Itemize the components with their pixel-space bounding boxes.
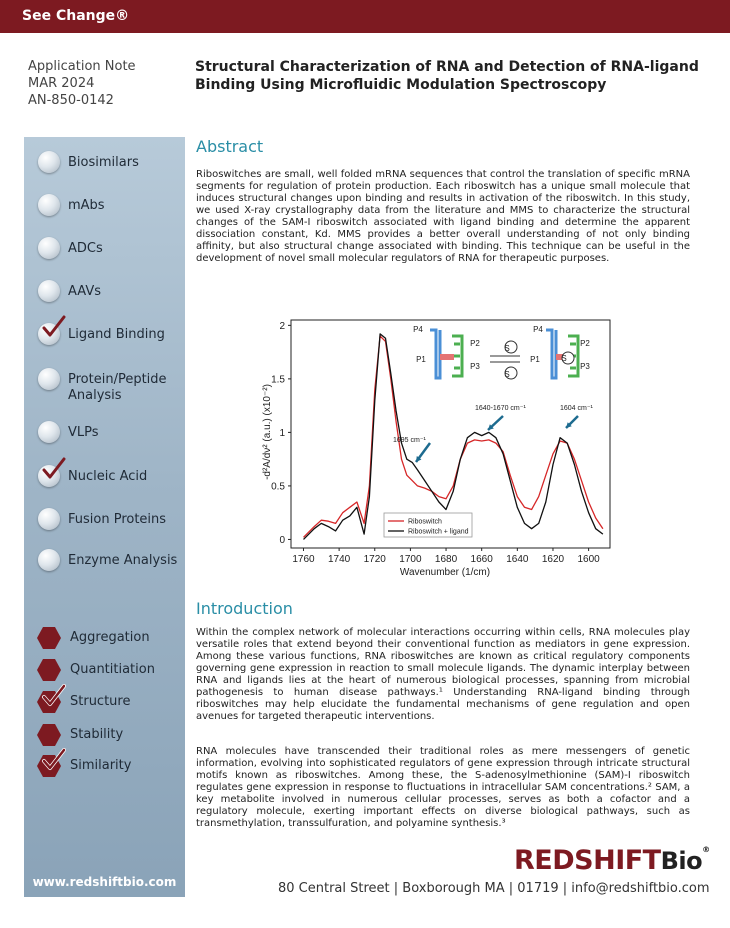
application-item: [38, 323, 188, 345]
abstract-text: Riboswitches are small, well folded mRNA sequences that control the translation of specific mRNA segments for regulation of protein production. Each riboswitch has a unique small molecule that induces structural changes upon binding and results in activation of the riboswitch. In this study, we used X-ray crystallography data from the literature and MMS to characterize the structural changes of the SAM-I riboswitch associated with ligand binding and determine the apparent dissociation constant, Kd. MMS provides a better overall understanding of not only binding affinity, but also structural change associated with binding. This technique can be useful in the development of novel small molecular regulators of RNA for therapeutic purposes.: [196, 169, 690, 264]
inset-label: S: [561, 354, 567, 363]
application-label: mAbs: [68, 198, 105, 213]
x-tick-label: 1680: [434, 554, 458, 565]
application-label: Nucleic Acid: [68, 469, 148, 484]
x-tick-label: 1660: [470, 554, 493, 565]
circle-icon: [38, 151, 60, 173]
x-tick-label: 1600: [577, 554, 600, 565]
y-tick-label: 0.5: [271, 481, 285, 493]
attribute-label: Similarity: [70, 758, 132, 773]
y-tick-label: 0: [279, 534, 285, 546]
application-label: Ligand Binding: [68, 327, 165, 342]
inset-label: P2: [580, 339, 590, 348]
introduction-paragraph-2: RNA molecules have transcended their traditional roles as mere messengers of genetic information, evolving into sophisticated regulators of gene expression through intricate structural motifs known as riboswitches. Among these, the S-adenosylmethionine (SAM)-I riboswitch regulates gene expression in response to fluctuations in intracellular SAM concentrations.² SAM, a key metabolite involved in numerous cellular processes, serves as both a cofactor and a regulatory molecule, exerting important effects on diverse biological pathways, such as transmethylation, transsulfuration, and polyamine synthesis.³: [196, 746, 690, 829]
attribute-item: [36, 754, 186, 778]
y-axis-label: -d²A/dν² (a.u.) (x10⁻²): [262, 384, 273, 480]
rna-junction-red: [440, 354, 454, 360]
logo-registered: ®: [702, 845, 710, 854]
application-item: [38, 508, 188, 530]
rna-stem-blue: [546, 330, 556, 378]
circle-icon: [38, 421, 60, 443]
annotation-label: 1640-1670 cm⁻¹: [475, 405, 526, 412]
application-label: VLPs: [68, 425, 99, 440]
circle-icon: [38, 549, 60, 571]
hexagon-icon: [36, 723, 62, 747]
attribute-label: Stability: [70, 727, 124, 742]
brand-tagline: See Change®: [22, 8, 130, 24]
inset-label: P3: [580, 362, 590, 371]
website-url[interactable]: www.redshiftbio.com: [32, 875, 177, 889]
chart-legend: [384, 513, 472, 537]
introduction-heading: Introduction: [196, 599, 293, 618]
x-axis-label: Wavenumber (1/cm): [399, 567, 491, 578]
legend-label: Riboswitch + ligand: [408, 528, 469, 536]
circle-icon: [38, 237, 60, 259]
inset-label: P2: [470, 339, 480, 348]
application-item: [38, 549, 188, 571]
application-label: Protein/Peptide Analysis: [68, 372, 167, 403]
circle-icon: [38, 508, 60, 530]
circle-icon: [38, 280, 60, 302]
application-item: [38, 421, 188, 443]
document-title: Structural Characterization of RNA and Detection of RNA-ligand Binding Using Microfluidic Modulation Spectroscopy: [195, 59, 699, 93]
checked-hexagon-icon: [36, 690, 62, 714]
circle-icon: [38, 368, 60, 390]
annotation-label: 1695 cm⁻¹: [393, 437, 426, 444]
y-tick-label: 1.5: [271, 374, 285, 386]
top-bar: [0, 0, 730, 33]
application-item: [38, 151, 188, 173]
application-label: ADCs: [68, 241, 103, 256]
application-item: [38, 237, 188, 259]
abstract-heading: Abstract: [196, 137, 264, 156]
checked-circle-icon: [38, 323, 60, 345]
attribute-label: Aggregation: [70, 630, 150, 645]
introduction-paragraph-1: Within the complex network of molecular interactions occurring within cells, RNA molecules play versatile roles that extend beyond their conventional function as mediators in gene expression. Among these various functions, RNA riboswitches are known as critical regulatory components governing gene expression in reaction to small molecule ligands. The dynamic interplay between RNA and ligands lies at the heart of numerous biological processes, spanning from microbial pathogenesis to human disease pathways.¹ Understanding RNA-ligand binding through riboswitches may help elucidate the fundamental mechanisms of gene regulation and open avenues for targeted therapeutic interventions.: [196, 627, 690, 722]
attribute-item: [36, 690, 186, 714]
application-item: [38, 465, 188, 487]
inset-label: P4: [413, 325, 423, 334]
inset-label: S: [504, 370, 510, 379]
logo-bio: Bio: [660, 847, 703, 875]
application-label: Biosimilars: [68, 155, 139, 170]
attribute-item: [36, 723, 186, 747]
application-label: Fusion Proteins: [68, 512, 167, 527]
chart-lines: [304, 334, 603, 540]
inset-label: P1: [530, 355, 540, 364]
attribute-label: Quantitiation: [70, 662, 155, 677]
application-label: Enzyme Analysis: [68, 553, 178, 568]
hexagon-icon: [36, 658, 62, 682]
chart-annotations: [393, 405, 594, 462]
y-tick-label: 2: [279, 320, 285, 332]
inset-label: P1: [416, 355, 426, 364]
inset-label: P3: [470, 362, 480, 371]
redshift-bio-logo: [514, 845, 710, 876]
attribute-label: Structure: [70, 694, 131, 709]
x-tick-label: 1700: [399, 554, 422, 565]
y-tick-label: 1: [279, 427, 285, 439]
checked-circle-icon: [38, 465, 60, 487]
doc-type: Application Note: [28, 59, 136, 74]
doc-date: MAR 2024: [28, 76, 95, 91]
x-tick-label: 1740: [327, 554, 351, 565]
riboswitch-structure-inset: [413, 325, 590, 379]
x-tick-label: 1640: [506, 554, 529, 565]
logo-redshift: REDSHIFT: [514, 845, 661, 876]
x-tick-label: 1620: [541, 554, 565, 565]
checked-hexagon-icon: [36, 754, 62, 778]
inset-label: P4: [533, 325, 543, 334]
attribute-item: [36, 658, 186, 682]
document-meta: [28, 58, 136, 109]
application-item: [38, 194, 188, 216]
doc-code: AN-850-0142: [28, 93, 114, 108]
rna-stem-blue: [430, 330, 440, 378]
attribute-item: [36, 626, 186, 650]
legend-label: Riboswitch: [408, 518, 442, 526]
application-item: [38, 368, 188, 404]
spectrum-chart: [258, 312, 618, 582]
inset-label: S: [504, 344, 510, 353]
application-item: [38, 280, 188, 302]
series-line-0: [304, 336, 603, 537]
footer-contact: 80 Central Street | Boxborough MA | 01719 | info@redshiftbio.com: [278, 881, 710, 896]
hexagon-icon: [36, 626, 62, 650]
annotation-label: 1604 cm⁻¹: [560, 405, 593, 412]
x-tick-label: 1760: [292, 554, 315, 565]
application-label: AAVs: [68, 284, 101, 299]
circle-icon: [38, 194, 60, 216]
sidebar: [24, 137, 185, 897]
x-tick-label: 1720: [363, 554, 386, 565]
